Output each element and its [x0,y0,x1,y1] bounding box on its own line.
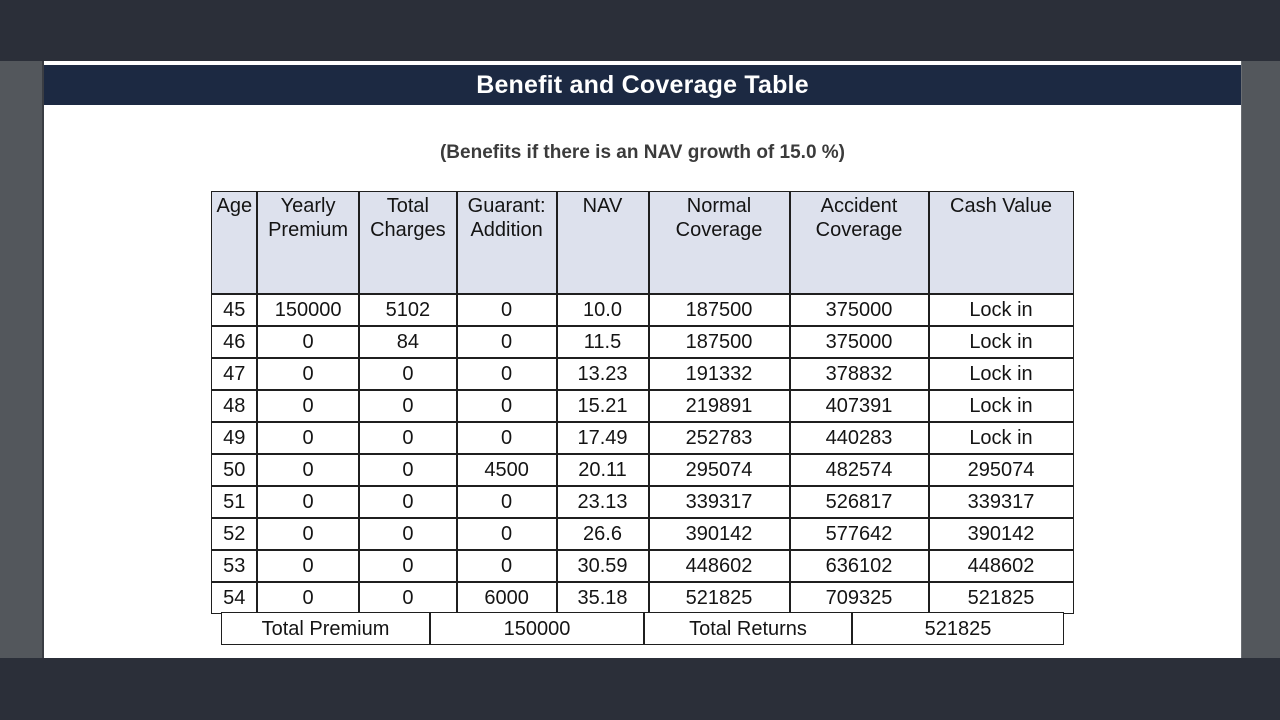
table-cell: 252783 [649,422,790,454]
table-cell: 50 [211,454,257,486]
table-subtitle: (Benefits if there is an NAV growth of 15.0 %) [439,142,846,163]
table-cell: 440283 [790,422,929,454]
table-row [211,358,1073,390]
table-cell: 46 [211,326,257,358]
table-cell: 0 [257,550,359,582]
column-header-yearly-premium: Yearly Premium [257,191,359,294]
table-cell: 521825 [649,582,790,614]
table-cell: 11.5 [557,326,649,358]
table-cell: 54 [211,582,257,614]
table-cell: 375000 [790,294,929,326]
table-cell: 20.11 [557,454,649,486]
column-header-cash-value: Cash Value [929,191,1074,294]
page-title: Benefit and Coverage Table [476,71,809,99]
table-cell: 84 [359,326,457,358]
table-cell: 0 [457,390,557,422]
column-header-guarant-addition: Guarant: Addition [457,191,557,294]
table-cell: 26.6 [557,518,649,550]
table-cell: 52 [211,518,257,550]
table-cell: 448602 [649,550,790,582]
table-cell: 0 [257,358,359,390]
table-cell: 0 [359,518,457,550]
table-cell: 219891 [649,390,790,422]
table-cell: 0 [457,326,557,358]
table-cell: 13.23 [557,358,649,390]
table-cell: 4500 [457,454,557,486]
table-cell: 23.13 [557,486,649,518]
table-cell: 49 [211,422,257,454]
table-cell: 375000 [790,326,929,358]
table-cell: 35.18 [557,582,649,614]
column-header-age: Age [211,191,257,294]
totals-table [221,612,1064,645]
table-cell: 48 [211,390,257,422]
table-cell: 0 [457,294,557,326]
table-cell: 47 [211,358,257,390]
table-cell: 5102 [359,294,457,326]
table-cell: Lock in [929,422,1074,454]
table-cell: Lock in [929,294,1074,326]
table-cell: 0 [257,326,359,358]
table-cell: 482574 [790,454,929,486]
table-cell: 187500 [649,326,790,358]
table-row [211,454,1073,486]
table-row [211,518,1073,550]
column-header-total-charges: Total Charges [359,191,457,294]
benefit-table [211,191,1073,614]
table-cell: 0 [257,390,359,422]
table-cell: 0 [359,454,457,486]
table-cell: 0 [257,486,359,518]
table-cell: 0 [457,518,557,550]
table-cell: 339317 [649,486,790,518]
table-row [211,486,1073,518]
table-cell: 0 [257,454,359,486]
table-cell: 636102 [790,550,929,582]
table-cell: 521825 [929,582,1074,614]
table-cell: 0 [457,422,557,454]
table-cell: 0 [457,486,557,518]
table-cell: 448602 [929,550,1074,582]
column-header-normal-coverage: Normal Coverage [649,191,790,294]
document-page [44,61,1241,658]
table-cell: 30.59 [557,550,649,582]
table-cell: 295074 [929,454,1074,486]
table-row [211,390,1073,422]
table-cell: 0 [257,582,359,614]
table-cell: 10.0 [557,294,649,326]
table-cell: 150000 [257,294,359,326]
table-cell: 0 [359,550,457,582]
table-cell: 0 [257,518,359,550]
table-cell: 0 [359,358,457,390]
table-cell: 53 [211,550,257,582]
table-cell: 17.49 [557,422,649,454]
table-cell: 407391 [790,390,929,422]
table-row [211,326,1073,358]
table-cell: 45 [211,294,257,326]
total-returns-value: 521825 [852,612,1064,645]
totals-row [221,612,1064,645]
table-cell: 191332 [649,358,790,390]
table-cell: 339317 [929,486,1074,518]
table-cell: Lock in [929,358,1074,390]
table-row [211,294,1073,326]
total-premium-label: Total Premium [221,612,430,645]
table-row [211,422,1073,454]
table-cell: 0 [359,422,457,454]
table-cell: 187500 [649,294,790,326]
table-cell: 0 [359,486,457,518]
benefit-table-body [211,294,1073,614]
left-margin-strip [0,61,44,658]
column-header-accident-coverage: Accident Coverage [790,191,929,294]
table-row [211,582,1073,614]
table-cell: 390142 [649,518,790,550]
table-cell: Lock in [929,326,1074,358]
table-cell: 51 [211,486,257,518]
table-cell: 0 [457,550,557,582]
table-cell: 0 [457,358,557,390]
right-margin-strip [1241,61,1280,658]
table-cell: 0 [359,390,457,422]
column-header-nav: NAV [557,191,649,294]
table-cell: 6000 [457,582,557,614]
title-bar [44,65,1241,105]
table-cell: 295074 [649,454,790,486]
table-cell: 390142 [929,518,1074,550]
table-cell: Lock in [929,390,1074,422]
table-cell: 0 [257,422,359,454]
table-cell: 378832 [790,358,929,390]
table-row [211,550,1073,582]
table-cell: 709325 [790,582,929,614]
table-cell: 526817 [790,486,929,518]
table-cell: 577642 [790,518,929,550]
total-returns-label: Total Returns [644,612,852,645]
total-premium-value: 150000 [430,612,644,645]
header-row [211,191,1073,294]
table-cell: 15.21 [557,390,649,422]
table-cell: 0 [359,582,457,614]
